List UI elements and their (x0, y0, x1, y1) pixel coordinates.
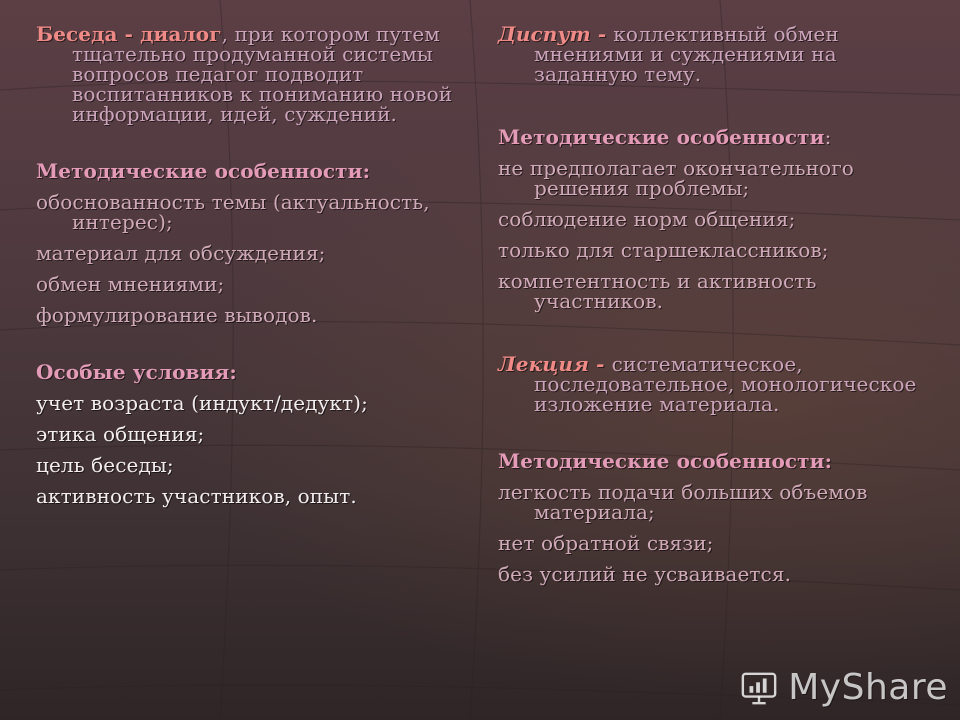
left-method-item: обмен мнениями; (36, 272, 225, 296)
disput-item: только для старшеклассников; (498, 238, 829, 262)
presentation-chart-icon (740, 669, 778, 707)
right-column (498, 24, 938, 584)
right-method-title-1 (498, 127, 938, 147)
special-condition-item: этика общения; (36, 422, 205, 446)
special-condition-item: учет возраста (индукт/дедукт); (36, 391, 368, 415)
lektsia-term: Лекция - (498, 352, 612, 376)
myshare-text: MyShare (788, 667, 948, 708)
disput-item: соблюдение норм общения; (498, 207, 796, 231)
special-condition-item: активность участников, опыт. (36, 484, 357, 508)
lektsia-item: легкость подачи больших объемов материала; (498, 480, 868, 524)
disput-definition (498, 24, 938, 84)
disput-term: Диспут - (498, 22, 614, 46)
disput-item: не предполагает окончательного решения проблемы; (498, 156, 854, 200)
beseda-definition (36, 24, 456, 124)
left-method-item: материал для обсуждения; (36, 241, 326, 265)
right-method-title-1-text: Методические особенности (498, 125, 825, 149)
disput-text: коллективный обмен мнениями и суждениями на заданную тему. (534, 22, 839, 86)
beseda-text: , при котором путем тщательно продуманной системы вопросов педагог подводит воспитанников к пониманию новой информации, идей, суждений. (72, 22, 453, 126)
lektsia-item: без усилий не усваивается. (498, 562, 792, 586)
left-method-item: формулирование выводов. (36, 303, 318, 327)
special-conditions-title: Особые условия: (36, 360, 237, 384)
special-condition-item: цель беседы; (36, 453, 174, 477)
left-column (36, 24, 456, 506)
right-method-title-2: Методические особенности: (498, 449, 833, 473)
lektsia-definition (498, 354, 938, 414)
beseda-term: Беседа - диалог (36, 22, 222, 46)
left-method-item: обоснованность темы (актуальность, интерес); (36, 190, 430, 234)
myshare-watermark (740, 667, 948, 708)
lektsia-item: нет обратной связи; (498, 531, 714, 555)
lektsia-text: систематическое, последовательное, монологическое изложение материала. (534, 352, 917, 416)
left-method-title: Методические особенности: (36, 159, 371, 183)
disput-item: компетентность и активность участников. (498, 269, 817, 313)
right-method-title-1-colon: : (824, 125, 832, 149)
